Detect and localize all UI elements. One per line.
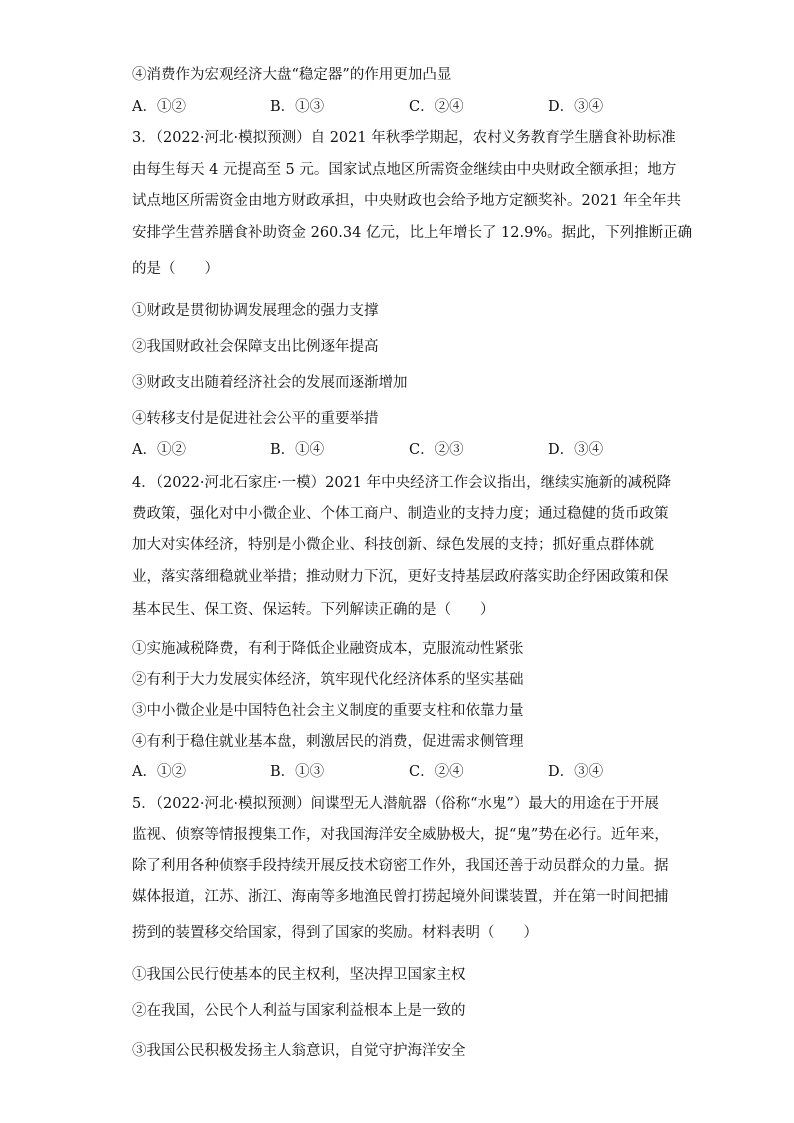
- q5-stem-line: 监视、侦察等情报搜集工作，对我国海洋安全威胁极大，捉“鬼”势在必行。近年来，: [132, 827, 669, 843]
- q4-option-2: ②有利于大力发展实体经济，筑牢现代化经济体系的坚实基础: [132, 672, 524, 688]
- q2-choice-d[interactable]: D．③④: [548, 99, 604, 115]
- q4-choices: [132, 762, 672, 782]
- q2-choice-c[interactable]: C．②④: [409, 99, 464, 115]
- q4-option-1: ①实施减税降费，有利于降低企业融资成本，克服流动性紧张: [132, 641, 524, 657]
- q4-stem-line: 4．（2022·河北石家庄·一模）2021 年中央经济工作会议指出，继续实施新的减税降: [132, 475, 672, 491]
- q4-stem-line: 加大对实体经济，特别是小微企业、科技创新、绿色发展的支持；抓好重点群体就: [132, 537, 654, 553]
- q3-stem-line: 安排学生营养膳食补助资金 260.34 亿元，比上年增长了 12.9%。据此，下列推断正确: [132, 225, 693, 241]
- q3-choice-d[interactable]: D．③④: [548, 442, 604, 458]
- q4-choice-c[interactable]: C．②④: [409, 764, 464, 780]
- q3-option-1: ①财政是贯彻协调发展理念的强力支撑: [132, 303, 379, 319]
- q3-choice-a[interactable]: A．①②: [132, 442, 186, 458]
- q5-option-2: ②在我国，公民个人利益与国家利益根本上是一致的: [132, 1003, 466, 1019]
- q4-choice-b[interactable]: B．①③: [270, 764, 325, 780]
- q4-stem-line: 费政策，强化对中小微企业、个体工商户、制造业的支持力度；通过稳健的货币政策: [132, 506, 669, 522]
- q3-option-4: ④转移支付是促进社会公平的重要举措: [132, 411, 379, 427]
- q5-stem-line: 媒体报道，江苏、浙江、海南等多地渔民曾打捞起境外间谍装置，并在第一时间把捕: [132, 889, 669, 905]
- q2-option-4: ④消费作为宏观经济大盘“稳定器”的作用更加凸显: [132, 67, 452, 83]
- q4-stem-line: 基本民生、保工资、保运转。下列解读正确的是（ ）: [132, 602, 495, 618]
- q3-choice-c[interactable]: C．②③: [409, 442, 464, 458]
- q5-stem-line: 5．（2022·河北·模拟预测）间谍型无人潜航器（俗称“水鬼”）最大的用途在于开展: [132, 796, 659, 812]
- q3-option-2: ②我国财政社会保障支出比例逐年提高: [132, 339, 379, 355]
- q3-stem-line: 试点地区所需资金由地方财政承担，中央财政也会给予地方定额奖补。2021 年全年共: [132, 193, 682, 209]
- q3-stem-line: 的是（ ）: [132, 261, 219, 277]
- q2-choice-b[interactable]: B．①③: [270, 99, 325, 115]
- q4-stem-line: 业，落实落细稳就业举措；推动财力下沉，更好支持基层政府落实助企纾困政策和保: [132, 569, 669, 585]
- q5-option-1: ①我国公民行使基本的民主权利，坚决捍卫国家主权: [132, 967, 466, 983]
- q4-option-4: ④有利于稳住就业基本盘，刺激居民的消费，促进需求侧管理: [132, 734, 524, 750]
- q3-option-3: ③财政支出随着经济社会的发展而逐渐增加: [132, 375, 408, 391]
- q3-stem-line: 3．（2022·河北·模拟预测）自 2021 年秋季学期起，农村义务教育学生膳食补助标准: [132, 130, 676, 146]
- q2-choices: [132, 97, 672, 117]
- q4-choice-a[interactable]: A．①②: [132, 764, 186, 780]
- q3-choices: [132, 440, 672, 460]
- q2-choice-a[interactable]: A．①②: [132, 99, 186, 115]
- q3-stem-line: 由每生每天 4 元提高至 5 元。国家试点地区所需资金继续由中央财政全额承担；地方: [132, 162, 677, 178]
- q4-choice-d[interactable]: D．③④: [548, 764, 604, 780]
- q5-option-3: ③我国公民积极发扬主人翁意识，自觉守护海洋安全: [132, 1043, 466, 1059]
- q4-option-3: ③中小微企业是中国特色社会主义制度的重要支柱和依靠力量: [132, 703, 524, 719]
- q3-choice-b[interactable]: B．①④: [270, 442, 325, 458]
- q5-stem-line: 捞到的装置移交给国家，得到了国家的奖励。材料表明（ ）: [132, 925, 538, 941]
- q5-stem-line: 除了利用各种侦察手段持续开展反技术窃密工作外，我国还善于动员群众的力量。据: [132, 858, 669, 874]
